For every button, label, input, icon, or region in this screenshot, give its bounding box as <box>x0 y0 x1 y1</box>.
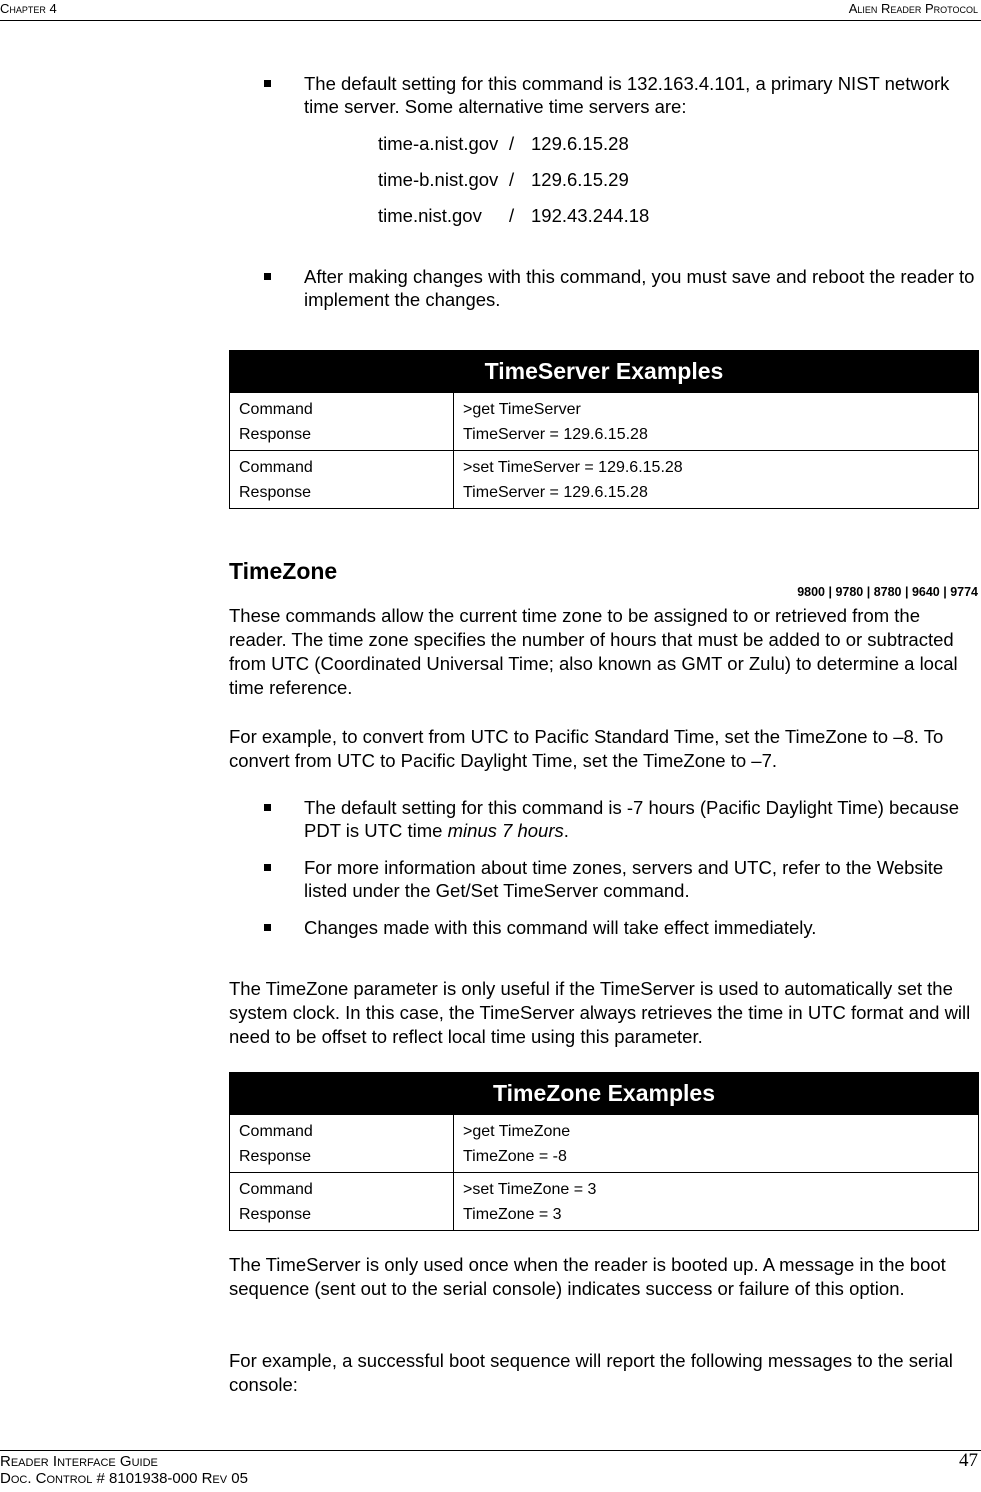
header-title: Alien Reader Protocol <box>848 1 978 16</box>
label-response: Response <box>239 1206 312 1223</box>
server-host: time.nist.gov <box>378 205 482 226</box>
table-row <box>230 1173 979 1231</box>
row-labels <box>230 1115 454 1173</box>
command-text: >get TimeZone <box>463 1123 571 1140</box>
label-response: Response <box>239 426 312 443</box>
model-compatibility: 9800 | 9780 | 8780 | 9640 | 9774 <box>797 585 978 599</box>
label-command: Command <box>239 459 313 476</box>
server-host: time-b.nist.gov <box>378 169 499 190</box>
response-text: TimeServer = 129.6.15.28 <box>463 426 648 443</box>
page-header <box>0 0 981 22</box>
label-command: Command <box>239 1181 313 1198</box>
timezone-example-paragraph: For example, to convert from UTC to Pacific Standard Time, set the TimeZone to –8. To convert from UTC to Pacific Daylight Time, set the TimeZone to –7. <box>229 726 944 771</box>
bullet-icon <box>264 273 271 280</box>
response-text: TimeZone = -8 <box>463 1148 567 1165</box>
bullet-icon <box>264 924 271 931</box>
row-labels <box>230 1173 454 1231</box>
boot-example-paragraph: For example, a successful boot sequence will report the following messages to the serial console: <box>229 1350 953 1395</box>
server-ip: 129.6.15.29 <box>531 169 629 190</box>
label-command: Command <box>239 1123 313 1140</box>
boot-paragraph: The TimeServer is only used once when the reader is booted up. A message in the boot sequence (sent out to the serial console) indicates success or failure of this option. <box>229 1254 946 1299</box>
bullet-text: After making changes with this command, you must save and reboot the reader to implement the changes. <box>304 266 975 310</box>
bullet-icon <box>264 80 271 87</box>
server-ip: 192.43.244.18 <box>531 205 650 226</box>
emphasis-text: minus 7 hours <box>447 819 564 841</box>
table-row <box>230 451 979 509</box>
timezone-usage-paragraph: The TimeZone parameter is only useful if the TimeServer is used to automatically set the system clock. In this case, the TimeServer always retrieves the time in UTC format and will need to be offset to reflect local time using this parameter. <box>229 978 971 1047</box>
label-response: Response <box>239 1148 312 1165</box>
row-values <box>454 1173 979 1231</box>
bullet-text: For more information about time zones, servers and UTC, refer to the Website listed under the Get/Set TimeServer command. <box>304 857 944 901</box>
server-sep: / <box>509 133 515 154</box>
row-labels <box>230 451 454 509</box>
table-row <box>230 393 979 451</box>
guide-name: Reader Interface Guide <box>0 1453 158 1470</box>
page-number: 47 <box>959 1450 978 1471</box>
bullet-icon <box>264 864 271 871</box>
command-text: >get TimeServer <box>463 401 581 418</box>
page-footer <box>0 1450 981 1492</box>
row-values <box>454 451 979 509</box>
table-title: TimeServer Examples <box>230 351 979 393</box>
footer-rule <box>0 1450 981 1451</box>
table-title: TimeZone Examples <box>230 1073 979 1115</box>
chapter-label: Chapter 4 <box>0 1 57 16</box>
table-row <box>230 1115 979 1173</box>
row-values <box>454 393 979 451</box>
row-values <box>454 1115 979 1173</box>
response-text: TimeServer = 129.6.15.28 <box>463 484 648 501</box>
section-heading-timezone: TimeZone <box>229 558 338 584</box>
timeserver-examples-table <box>229 350 979 509</box>
bullet-text: Changes made with this command will take effect immediately. <box>304 917 817 938</box>
doc-control: Doc. Control # 8101938-000 Rev 05 <box>0 1470 248 1487</box>
header-rule <box>0 20 981 21</box>
label-response: Response <box>239 484 312 501</box>
server-ip: 129.6.15.28 <box>531 133 629 154</box>
bullet-text: The default setting for this command is -7 hours (Pacific Daylight Time) because PDT is UTC time minus 7 hours. <box>304 797 959 841</box>
server-sep: / <box>509 205 515 226</box>
server-host: time-a.nist.gov <box>378 133 499 154</box>
command-text: >set TimeServer = 129.6.15.28 <box>463 459 683 476</box>
response-text: TimeZone = 3 <box>463 1206 562 1223</box>
server-sep: / <box>509 169 515 190</box>
timezone-description: These commands allow the current time zone to be assigned to or retrieved from the reader. The time zone specifies the number of hours that must be added to or subtracted from UTC (Coordinated Universal Time; also known as GMT or Zulu) to determine a local time reference. <box>229 605 958 698</box>
label-command: Command <box>239 401 313 418</box>
timezone-examples-table <box>229 1072 979 1231</box>
bullet-icon <box>264 804 271 811</box>
command-text: >set TimeZone = 3 <box>463 1181 597 1198</box>
bullet-text: The default setting for this command is 132.163.4.101, a primary NIST network time server. Some alternative time servers are: <box>304 73 950 117</box>
row-labels <box>230 393 454 451</box>
